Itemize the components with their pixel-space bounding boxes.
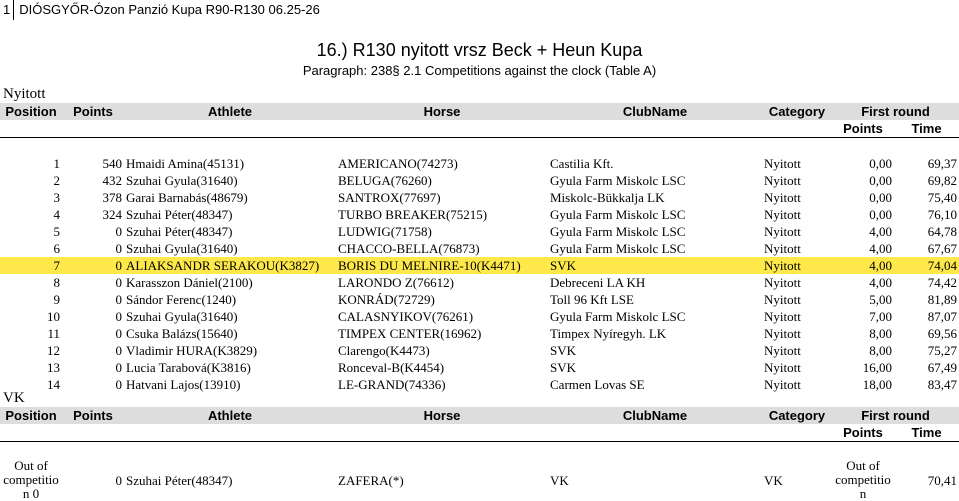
cell-horse: BORIS DU MELNIRE-10(K4471) (336, 257, 548, 274)
cell-position: 10 (47, 309, 60, 324)
cell-horse: Ronceval-B(K4454) (338, 360, 445, 375)
cell-position: 2 (53, 173, 60, 188)
cell-category: Nyitott (764, 309, 801, 324)
cell-points: 378 (102, 190, 122, 205)
cell-position: 13 (47, 360, 60, 375)
cell-position: 5 (53, 224, 60, 239)
cell-points: 324 (102, 207, 122, 222)
table-row (0, 257, 959, 274)
cell-points: 0 (115, 241, 122, 256)
cell-fr-points: 0,00 (869, 190, 892, 205)
cell-club: SVK (550, 343, 577, 358)
cell-horse: KONRÁD(72729) (338, 292, 435, 307)
cell-club: Gyula Farm Miskolc LSC (550, 173, 686, 188)
cell-fr-points: 16,00 (862, 360, 892, 375)
cell-fr-points: 0,00 (869, 156, 892, 171)
cell-athlete: Karasszon Dániel(2100) (126, 275, 253, 290)
cell-fr-time: 83,47 (927, 377, 958, 392)
col-first-round: First round (832, 103, 959, 120)
cell-fr-time: 70,41 (927, 472, 958, 488)
cell-fr-time: 76,10 (927, 207, 958, 222)
table-row (0, 223, 959, 240)
table-row (0, 172, 959, 189)
col-position: Position (0, 407, 62, 424)
cell-fr-time: 69,37 (927, 156, 958, 171)
cell-position: 9 (53, 292, 60, 307)
cell-points: 432 (102, 173, 122, 188)
table-row (0, 189, 959, 206)
cell-points: 0 (115, 224, 122, 239)
cell-points: 0 (115, 360, 122, 375)
cell-club: Toll 96 Kft LSE (550, 292, 634, 307)
cell-horse: TURBO BREAKER(75215) (338, 207, 488, 222)
cell-athlete: Garai Barnabás(48679) (126, 190, 248, 205)
cell-points: 0 (115, 275, 122, 290)
cell-fr-time: 69,82 (927, 173, 958, 188)
cell-category: Nyitott (764, 207, 801, 222)
col-points: Points (62, 407, 124, 424)
cell-club: SVK (550, 360, 577, 375)
col-fr-points: Points (832, 120, 894, 138)
table-row (0, 240, 959, 257)
table-row (0, 459, 959, 501)
col-first-round: First round (832, 407, 959, 424)
cell-category: Nyitott (764, 241, 801, 256)
cell-fr-time: 67,49 (927, 360, 958, 375)
cell-club: Timpex Nyíregyh. LK (550, 326, 667, 341)
cell-athlete: Szuhai Gyula(31640) (126, 241, 238, 256)
cell-fr-time: 64,78 (927, 224, 958, 239)
cell-club: Gyula Farm Miskolc LSC (550, 309, 686, 324)
results-table-vk (0, 407, 959, 501)
cell-club: Gyula Farm Miskolc LSC (550, 224, 686, 239)
table-row (0, 291, 959, 308)
cell-fr-points: 4,00 (832, 257, 894, 274)
page-subtitle: Paragraph: 238§ 2.1 Competitions against the clock (Table A) (302, 63, 657, 78)
cell-category: Nyitott (764, 343, 801, 358)
cell-club: SVK (548, 257, 762, 274)
section-label-nyitott: Nyitott (3, 86, 46, 102)
tab-number[interactable]: 1 (0, 0, 14, 20)
cell-category: Nyitott (764, 292, 801, 307)
page-title: 16.) R130 nyitott vrsz Beck + Heun Kupa (316, 40, 643, 60)
cell-category: Nyitott (764, 326, 801, 341)
cell-fr-time: 75,40 (927, 190, 958, 205)
col-fr-time: Time (894, 424, 959, 442)
col-club: ClubName (548, 407, 762, 424)
table-subheader-row (0, 424, 959, 442)
cell-athlete: Szuhai Gyula(31640) (126, 309, 238, 324)
tab-bar (0, 0, 959, 20)
cell-horse: ZAFERA(*) (338, 472, 404, 488)
cell-horse: LE-GRAND(74336) (338, 377, 446, 392)
cell-category: Nyitott (764, 156, 801, 171)
table-header-row (0, 407, 959, 424)
cell-points: 0 (115, 472, 122, 488)
cell-points: 0 (115, 377, 122, 392)
cell-fr-points: Out of competitio n (835, 459, 891, 501)
cell-fr-time: 74,42 (927, 275, 958, 290)
cell-horse: LUDWIG(71758) (338, 224, 432, 239)
results-table-nyitott (0, 103, 959, 393)
cell-category: Nyitott (764, 275, 801, 290)
col-category: Category (762, 103, 832, 120)
cell-fr-points: 0,00 (869, 173, 892, 188)
table-row (0, 376, 959, 393)
cell-fr-points: 5,00 (869, 292, 892, 307)
cell-athlete: Szuhai Péter(48347) (126, 472, 233, 488)
cell-horse: Clarengo(K4473) (338, 343, 430, 358)
cell-category: Nyitott (762, 257, 832, 274)
col-athlete: Athlete (124, 407, 336, 424)
cell-club: Debreceni LA KH (550, 275, 646, 290)
cell-fr-points: 4,00 (869, 241, 892, 256)
cell-position: 11 (47, 326, 60, 341)
cell-category: Nyitott (764, 190, 801, 205)
cell-club: Castilia Kft. (550, 156, 614, 171)
cell-points: 0 (115, 309, 122, 324)
cell-points: 540 (102, 156, 122, 171)
cell-club: Gyula Farm Miskolc LSC (550, 241, 686, 256)
cell-horse: CALASNYIKOV(76261) (338, 309, 474, 324)
cell-fr-time: 69,56 (927, 326, 958, 341)
cell-category: VK (764, 472, 783, 488)
col-athlete: Athlete (124, 103, 336, 120)
cell-horse: CHACCO-BELLA(76873) (338, 241, 480, 256)
cell-club: Gyula Farm Miskolc LSC (550, 207, 686, 222)
section-label-vk: VK (3, 390, 25, 406)
cell-fr-points: 4,00 (869, 224, 892, 239)
cell-points: 0 (115, 343, 122, 358)
cell-category: Nyitott (764, 173, 801, 188)
table-row (0, 274, 959, 291)
cell-points: 0 (62, 257, 124, 274)
col-horse: Horse (336, 103, 548, 120)
table-row (0, 325, 959, 342)
table-row (0, 308, 959, 325)
cell-horse: AMERICANO(74273) (338, 156, 458, 171)
cell-fr-points: 8,00 (869, 326, 892, 341)
cell-fr-time: 87,07 (927, 309, 958, 324)
cell-fr-time: 81,89 (927, 292, 958, 307)
col-horse: Horse (336, 407, 548, 424)
cell-category: Nyitott (764, 224, 801, 239)
cell-athlete: Hmaidi Amina(45131) (126, 156, 245, 171)
col-fr-points: Points (832, 424, 894, 442)
cell-athlete: Csuka Balázs(15640) (126, 326, 238, 341)
cell-fr-time: 75,27 (927, 343, 958, 358)
table-row (0, 155, 959, 172)
cell-position: 3 (53, 190, 60, 205)
cell-horse: SANTROX(77697) (338, 190, 441, 205)
col-points: Points (62, 103, 124, 120)
cell-position: Out of competitio n 0 (3, 459, 59, 501)
cell-club: Miskolc-Bükkalja LK (550, 190, 665, 205)
table-row (0, 359, 959, 376)
table-header-row (0, 103, 959, 120)
tab-title[interactable]: DIÓSGYŐR-Ózon Panzió Kupa R90-R130 06.25-26 (19, 2, 320, 17)
cell-position: 12 (47, 343, 60, 358)
cell-position: 1 (53, 156, 60, 171)
cell-position: 7 (0, 257, 62, 274)
col-position: Position (0, 103, 62, 120)
cell-category: Nyitott (764, 377, 801, 392)
col-fr-time: Time (894, 120, 959, 138)
cell-athlete: Sándor Ferenc(1240) (126, 292, 237, 307)
cell-horse: BELUGA(76260) (338, 173, 432, 188)
cell-athlete: Szuhai Péter(48347) (126, 207, 233, 222)
cell-athlete: Szuhai Gyula(31640) (126, 173, 238, 188)
cell-fr-time: 67,67 (927, 241, 958, 256)
table-row (0, 342, 959, 359)
cell-points: 0 (115, 326, 122, 341)
cell-position: 4 (53, 207, 60, 222)
cell-position: 6 (53, 241, 60, 256)
cell-horse: LARONDO Z(76612) (338, 275, 454, 290)
col-category: Category (762, 407, 832, 424)
cell-athlete: Lucia Tarabová(K3816) (126, 360, 251, 375)
table-subheader-row (0, 120, 959, 138)
cell-category: Nyitott (764, 360, 801, 375)
cell-fr-points: 18,00 (862, 377, 892, 392)
cell-fr-points: 7,00 (869, 309, 892, 324)
cell-athlete: Hatvani Lajos(13910) (126, 377, 241, 392)
cell-fr-time: 74,04 (894, 257, 959, 274)
col-club: ClubName (548, 103, 762, 120)
cell-athlete: Vladimir HURA(K3829) (126, 343, 258, 358)
cell-position: 8 (53, 275, 60, 290)
cell-athlete: Szuhai Péter(48347) (126, 224, 233, 239)
cell-horse: TIMPEX CENTER(16962) (338, 326, 482, 341)
cell-club: Carmen Lovas SE (550, 377, 645, 392)
cell-position: 14 (47, 377, 60, 392)
cell-club: VK (550, 472, 569, 488)
cell-fr-points: 0,00 (869, 207, 892, 222)
table-row (0, 206, 959, 223)
cell-athlete: ALIAKSANDR SERAKOU(K3827) (124, 257, 336, 274)
cell-fr-points: 8,00 (869, 343, 892, 358)
cell-points: 0 (115, 292, 122, 307)
cell-fr-points: 4,00 (869, 275, 892, 290)
